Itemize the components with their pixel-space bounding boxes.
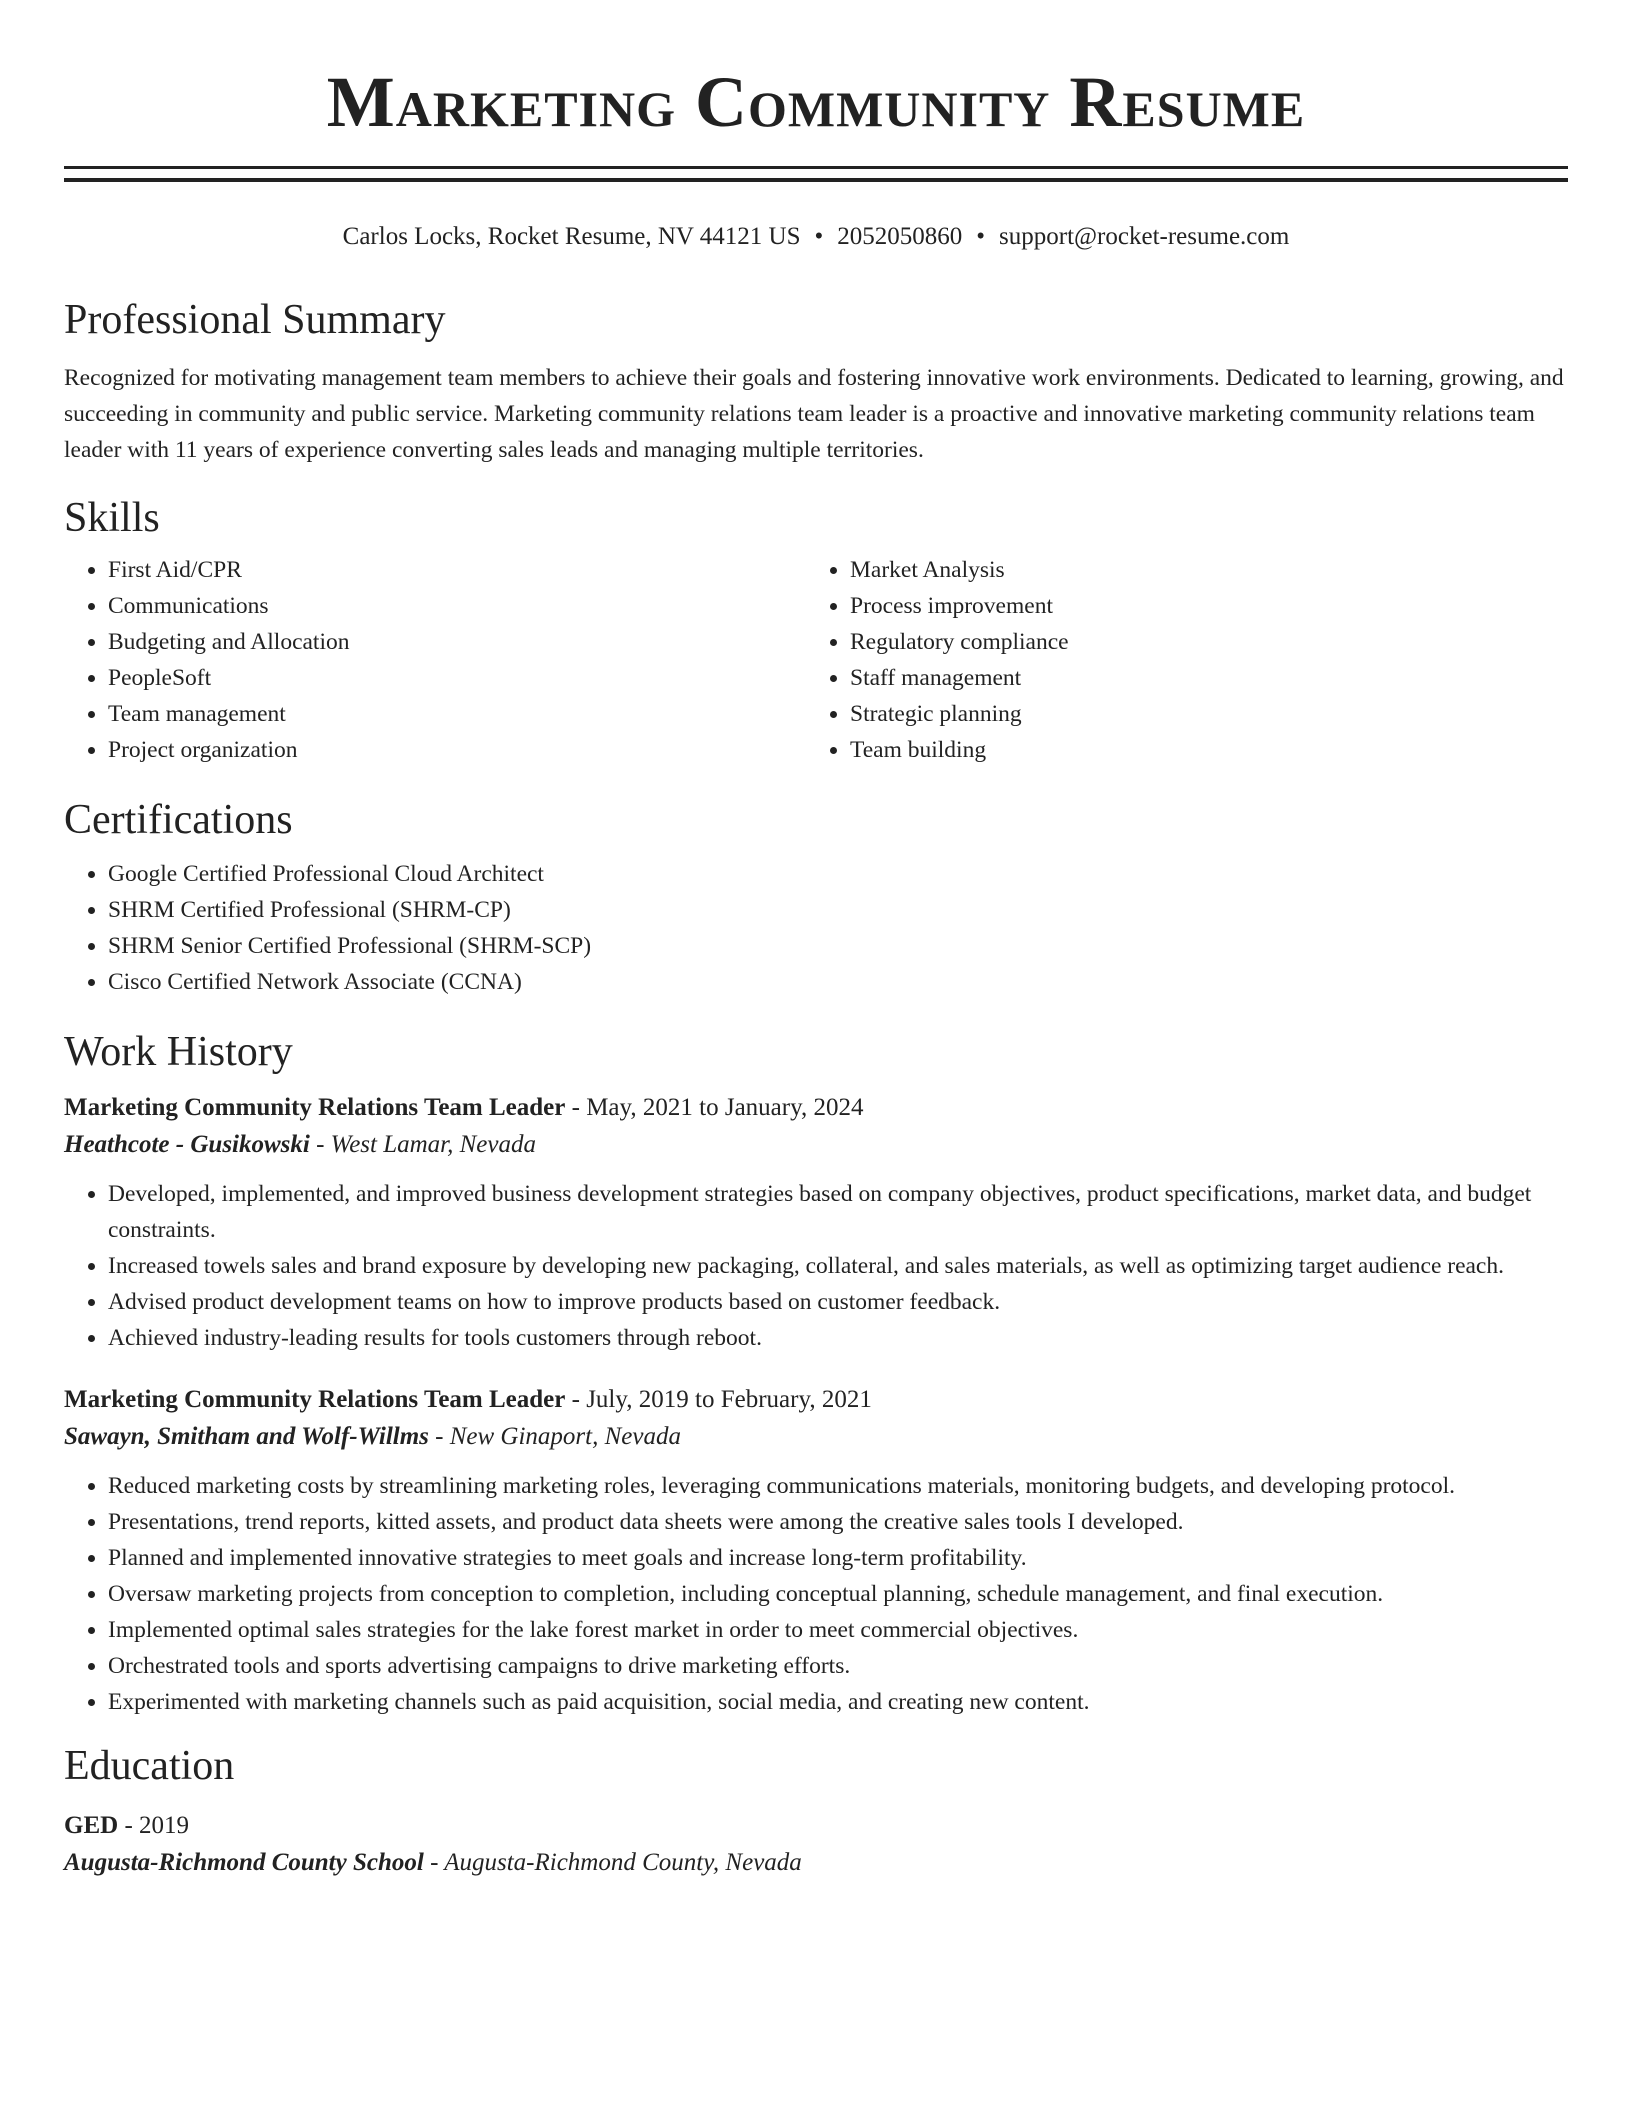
job-dates: - May, 2021 to January, 2024 — [565, 1094, 864, 1121]
summary-text: Recognized for motivating management team members to achieve their goals and fostering innovative work environments. Dedicated to learning, growing, and succeeding in community and public service. Marketing community relations team leader is a proactive and innovative marketing community relations team leader with 11 years of experience converting sales leads and managing multiple territories. — [64, 365, 1564, 463]
education-school-line — [64, 1844, 1568, 1882]
certification-item: • Cisco Certified Network Associate (CCNA) — [108, 964, 1568, 1000]
job-header — [64, 1090, 1568, 1126]
job-dates: - July, 2019 to February, 2021 — [565, 1386, 872, 1413]
education-location: - Augusta-Richmond County, Nevada — [423, 1849, 802, 1876]
skill-item: • Staff management — [850, 660, 1548, 696]
contact-email: support@rocket-resume.com — [999, 223, 1290, 250]
education-year: - 2019 — [118, 1812, 190, 1839]
contact-address: Carlos Locks, Rocket Resume, NV 44121 US — [342, 223, 801, 250]
education-school: Augusta-Richmond County School — [64, 1849, 424, 1876]
skill-item: • Project organization — [108, 732, 806, 768]
job-duty-item: • Presentations, trend reports, kitted assets, and product data sheets were among the creative sales tools I developed. — [108, 1504, 1568, 1540]
skills-column-right — [806, 552, 1548, 768]
section-heading-education: Education — [64, 1743, 235, 1789]
contact-separator: • — [976, 223, 986, 250]
job-company: Sawayn, Smitham and Wolf-Willms — [64, 1423, 429, 1450]
title-double-rule — [64, 166, 1568, 182]
skill-item: • Strategic planning — [850, 696, 1548, 732]
certifications-list — [64, 856, 1568, 1000]
education-degree: GED — [64, 1812, 119, 1839]
job-duty-item: • Planned and implemented innovative strategies to meet goals and increase long-term profitability. — [108, 1540, 1568, 1576]
skill-item: • Team building — [850, 732, 1548, 768]
contact-phone: 2052050860 — [837, 223, 963, 250]
section-heading-summary: Professional Summary — [64, 297, 446, 343]
skills-column-left — [64, 552, 806, 768]
job-location: - West Lamar, Nevada — [309, 1131, 537, 1158]
job-header — [64, 1382, 1568, 1418]
job-company: Heathcote - Gusikowski — [64, 1131, 310, 1158]
skill-item: • Team management — [108, 696, 806, 732]
job-duty-item: • Reduced marketing costs by streamlining marketing roles, leveraging communications materials, monitoring budgets, and developing protocol. — [108, 1468, 1568, 1504]
resume-title: Marketing Community Resume — [326, 62, 1306, 142]
skill-item: • Budgeting and Allocation — [108, 624, 806, 660]
job-entry — [64, 1382, 1568, 1720]
job-employer — [64, 1126, 1568, 1164]
contact-separator: • — [814, 223, 824, 250]
certification-item: • Google Certified Professional Cloud Architect — [108, 856, 1568, 892]
job-duty-item: • Oversaw marketing projects from conception to completion, including conceptual planning, schedule management, and final execution. — [108, 1576, 1568, 1612]
job-title: Marketing Community Relations Team Leader — [64, 1094, 566, 1121]
job-entry — [64, 1090, 1568, 1356]
job-duty-item: • Orchestrated tools and sports advertising campaigns to drive marketing efforts. — [108, 1648, 1568, 1684]
job-duty-item: • Achieved industry-leading results for tools customers through reboot. — [108, 1320, 1568, 1356]
skill-item: • Regulatory compliance — [850, 624, 1548, 660]
job-duty-item: • Increased towels sales and brand exposure by developing new packaging, collateral, and sales materials, as well as optimizing target audience reach. — [108, 1248, 1568, 1284]
certification-item: • SHRM Certified Professional (SHRM-CP) — [108, 892, 1568, 928]
job-employer — [64, 1418, 1568, 1456]
job-duty-item: • Developed, implemented, and improved business development strategies based on company objectives, product specifications, market data, and budget constraints. — [108, 1176, 1568, 1248]
job-duty-item: • Advised product development teams on how to improve products based on customer feedback. — [108, 1284, 1568, 1320]
skills-list — [64, 552, 1568, 768]
job-duty-item: • Experimented with marketing channels such as paid acquisition, social media, and creating new content. — [108, 1684, 1568, 1720]
section-heading-certifications: Certifications — [64, 797, 293, 843]
skill-item: • Process improvement — [850, 588, 1548, 624]
job-duties-list — [64, 1176, 1568, 1356]
skill-item: • PeopleSoft — [108, 660, 806, 696]
section-heading-skills: Skills — [64, 495, 160, 541]
job-duty-item: • Implemented optimal sales strategies for the lake forest market in order to meet commercial objectives. — [108, 1612, 1568, 1648]
job-location: - New Ginaport, Nevada — [428, 1423, 681, 1450]
contact-line — [64, 220, 1568, 254]
skill-item: • First Aid/CPR — [108, 552, 806, 588]
job-duties-list — [64, 1468, 1568, 1720]
education-header — [64, 1808, 1568, 1844]
job-title: Marketing Community Relations Team Leader — [64, 1386, 566, 1413]
skill-item: • Communications — [108, 588, 806, 624]
skill-item: • Market Analysis — [850, 552, 1548, 588]
section-heading-work-history: Work History — [64, 1029, 293, 1075]
certification-item: • SHRM Senior Certified Professional (SHRM-SCP) — [108, 928, 1568, 964]
